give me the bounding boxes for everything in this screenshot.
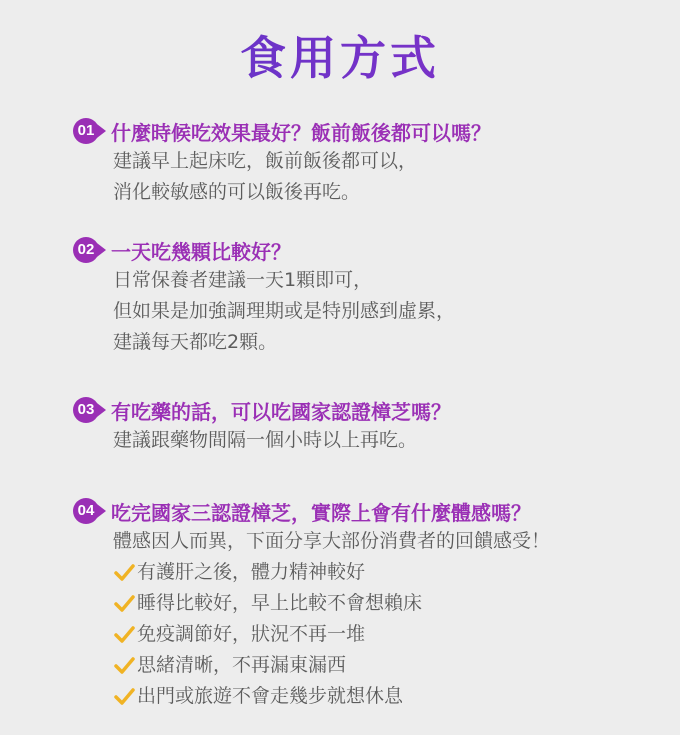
answer-line: 建議早上起床吃，飯前飯後都可以， [113,150,418,172]
question-text: 有吃藥的話，可以吃國家認證樟芝嗎？ [111,399,451,424]
number-badge-icon: 01 [73,117,107,145]
check-icon [113,624,135,646]
number-badge-icon: 02 [73,236,107,264]
answer-line: 日常保養者建議一天1顆即可， [113,269,373,291]
benefit-item: 免疫調節好，狀況不再一堆 [113,619,660,650]
number-badge-icon: 04 [73,497,107,525]
page-title: 食用方式 [0,22,680,88]
question-text: 一天吃幾顆比較好？ [111,239,291,264]
question-text: 吃完國家三認證樟芝，實際上會有什麼體感嗎？ [111,500,531,525]
answer-line: 建議跟藥物間隔一個小時以上再吃。 [113,429,418,451]
check-icon [113,655,135,677]
qa-item-2 [73,235,660,358]
check-icon [113,686,135,708]
check-icon [113,562,135,584]
answer-line: 體感因人而異，下面分享大部份消費者的回饋感受！ [113,530,551,552]
check-icon [113,593,135,615]
answer-line: 建議每天都吃2顆。 [113,331,278,353]
qa-item-3 [73,395,660,456]
benefit-item: 睡得比較好，早上比較不會想賴床 [113,588,660,619]
qa-item-4 [73,496,660,712]
benefit-item: 思緒清晰，不再漏東漏西 [113,650,660,681]
question-row [73,395,660,425]
answer-line: 但如果是加強調理期或是特別感到虛累， [113,300,456,322]
question-row [73,116,660,146]
question-text: 什麼時候吃效果最好？飯前飯後都可以嗎？ [111,120,491,145]
qa-item-1 [73,116,660,208]
benefit-item: 有護肝之後，體力精神較好 [113,557,660,588]
number-badge-icon: 03 [73,396,107,424]
benefit-item: 出門或旅遊不會走幾步就想休息 [113,681,660,712]
question-row [73,235,660,265]
answer-line: 消化較敏感的可以飯後再吃。 [113,181,361,203]
question-row [73,496,660,526]
